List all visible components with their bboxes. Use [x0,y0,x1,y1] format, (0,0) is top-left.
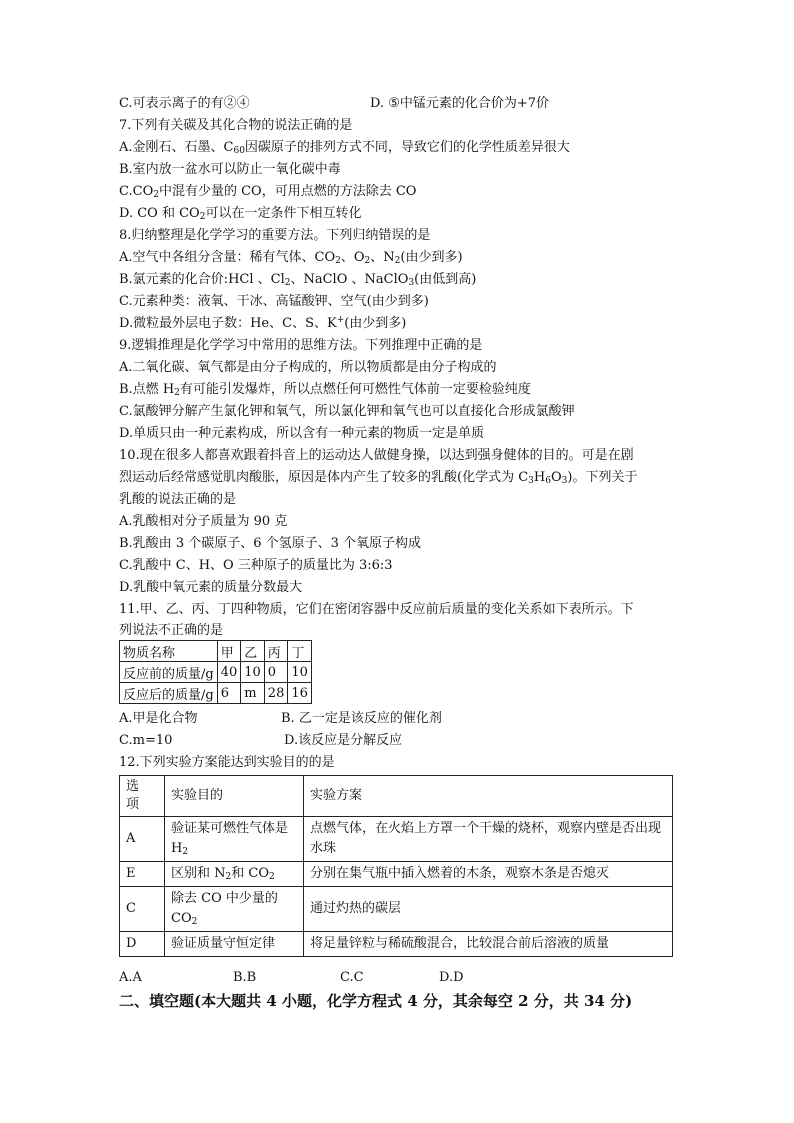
table-cell: 通过灼热的碳层 [304,887,673,932]
table-cell: 0 [264,662,288,683]
question-11-options-row2 [119,730,403,751]
table-cell: 甲 [217,641,241,662]
question-7-option-c: $C.CO_2$中混有少量的 CO，可用点燃的方法除去 CO [119,184,417,200]
table-row [120,683,312,704]
option-b-text: B.B [233,970,257,985]
table-cell: 反应后的质量/g [120,683,218,704]
question-8-option-a: A.空气中各组分含量：稀有气体、$CO_2$、$O_2$、$N_2$(由少到多) [119,250,463,266]
table-cell: 10 [241,662,265,683]
table-cell: m [241,683,265,704]
option-a-text: A.甲是化合物 [119,711,198,726]
question-9-option-d: D.单质只由一种元素构成，所以含有一种元素的物质一定是单质 [119,426,485,441]
question-10-option-d: D.乳酸中氧元素的质量分数最大 [119,580,303,595]
table-cell: 10 [288,662,312,683]
table-cell: 40 [217,662,241,683]
table-cell: 除去 CO 中少量的 $CO_2$ [165,887,304,932]
table-row [120,862,673,887]
option-c-text: C.C [340,970,364,985]
question-11-stem-line1: 11.甲、乙、丙、丁四种物质，它们在密闭容器中反应前后质量的变化关系如下表所示。下 [119,602,634,617]
question-7-stem [119,115,352,136]
question-9-option-b: B.点燃 $H_2$有可能引发爆炸，所以点燃任何可燃性气体前一定要检验纯度 [119,382,531,398]
table-cell: 点燃气体，在火焰上方罩一个干燥的烧杯，观察内壁是否出现水珠 [304,817,673,862]
table-cell: 验证质量守恒定律 [165,932,304,957]
table-cell: 分别在集气瓶中插入燃着的木条，观察木条是否熄灭 [304,862,673,887]
question-11-stem-line2: 列说法不正确的是 [119,623,224,638]
table-cell: 反应前的质量/g [120,662,218,683]
table-cell: 28 [264,683,288,704]
table-cell: 物质名称 [120,641,218,662]
question-10-option-c: C.乳酸中 C、H、O 三种原子的质量比为 3:6:3 [119,558,393,573]
question-12-options [119,967,464,988]
option-d-text: D. ⑤中锰元素的化合价为+7价 [370,96,550,111]
question-7-text: 7.下列有关碳及其化合物的说法正确的是 [119,118,353,133]
question-7-option-a: A.金刚石、石墨、$C_{60}$因碳原子的排列方式不同，导致它们的化学性质差异很大 [119,140,570,156]
section-heading: 二、填空题(本大题共 4 小题，化学方程式 4 分，其余每空 2 分，共 34 分) [119,992,633,1010]
question-7-option-d: D. CO 和 $CO_2$可以在一定条件下相互转化 [119,206,362,222]
table-cell: E [120,862,165,887]
question-10-stem-line1: 10.现在很多人都喜欢跟着抖音上的运动达人做健身操，以达到强身健体的目的。可是在剧 [119,448,634,463]
table-cell: 16 [288,683,312,704]
question-8-option-d: D.微粒最外层电子数：He、C、S、K+(由少到多) [119,315,407,331]
table-cell: 乙 [241,641,265,662]
table-cell: 区别和 $N_2$和 $CO_2$ [165,862,304,887]
table-cell: 丙 [264,641,288,662]
option-line [119,93,550,114]
question-11-table [119,640,312,704]
question-8-option-c: C.元素种类：液氧、干冰、高锰酸钾、空气(由少到多) [119,294,429,309]
question-9-option-a: A.二氧化碳、氧气都是由分子构成的，所以物质都是由分子构成的 [119,360,497,375]
option-c-text: C.可表示离子的有②④ [119,96,250,111]
table-cell: C [120,887,165,932]
table-row [120,641,312,662]
table-row [120,817,673,862]
table-header-option: 选项 [120,776,165,817]
question-12-stem: 12.下列实验方案能达到实验目的的是 [119,755,335,770]
option-d-text: D.D [439,970,464,985]
table-header-goal: 实验目的 [165,776,304,817]
option-b-text: B. 乙一定是该反应的催化剂 [281,711,442,726]
option-d-text: D.该反应是分解反应 [284,733,403,748]
question-10-stem-line3: 乳酸的说法正确的是 [119,492,237,507]
option-c-text: C.m=10 [119,733,173,748]
table-cell: A [120,817,165,862]
question-8-stem: 8.归纳整理是化学学习的重要方法。下列归纳错误的是 [119,228,431,243]
table-row [120,776,673,817]
question-8-option-b: B.氯元素的化合价:HCl 、$Cl_2$、NaClO 、NaClO$_3$(由低到高) [119,272,477,288]
table-cell: 丁 [288,641,312,662]
table-row [120,887,673,932]
question-12-table [119,775,673,957]
question-7-option-b: B.室内放一盆水可以防止一氧化碳中毒 [119,162,341,177]
question-10-stem-line2: 烈运动后经常感觉肌肉酸胀，原因是体内产生了较多的乳酸(化学式为 $C_3H_6O_3$)。下列关于 [119,470,638,486]
question-10-option-a: A.乳酸相对分子质量为 90 克 [119,514,288,529]
table-row [120,932,673,957]
table-cell: 6 [217,683,241,704]
question-11-options-row1 [119,708,442,729]
question-10-option-b: B.乳酸由 3 个碳原子、6 个氢原子、3 个氧原子构成 [119,536,422,551]
table-header-plan: 实验方案 [304,776,673,817]
question-9-option-c: C.氯酸钾分解产生氯化钾和氧气，所以氯化钾和氧气也可以直接化合形成氯酸钾 [119,404,575,419]
table-cell: 将足量锌粒与稀硫酸混合，比较混合前后溶液的质量 [304,932,673,957]
table-row [120,662,312,683]
table-cell: 验证某可燃性气体是 $H_2$ [165,817,304,862]
question-9-stem: 9.逻辑推理是化学学习中常用的思维方法。下列推理中正确的是 [119,338,483,353]
table-cell: D [120,932,165,957]
option-a-text: A.A [119,970,142,985]
